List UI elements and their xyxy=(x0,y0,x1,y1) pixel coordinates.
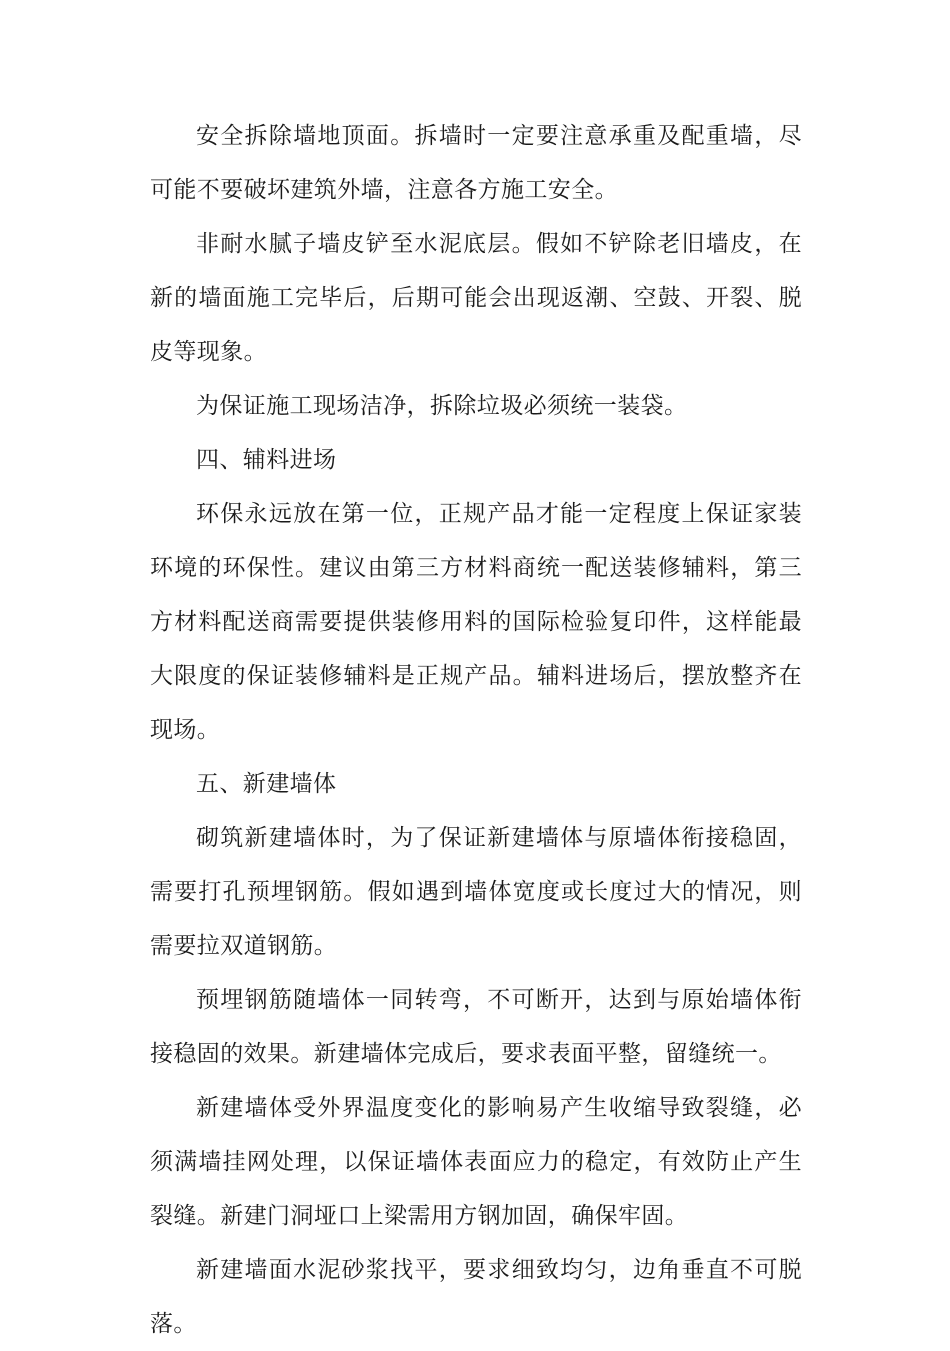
paragraph-crack-prevention: 新建墙体受外界温度变化的影响易产生收缩导致裂缝，必须满墙挂网处理，以保证墙体表面应力的稳定，有效防止产生裂缝。新建门洞垭口上梁需用方钢加固，确保牢固。 xyxy=(150,1095,802,1229)
paragraph-rebar-turning: 预埋钢筋随墙体一同转弯，不可断开，达到与原始墙体衔接稳固的效果。新建墙体完成后，要求表面平整，留缝统一。 xyxy=(150,987,802,1067)
section-heading-new-walls: 五、新建墙体 xyxy=(196,771,337,797)
paragraph-debris-bagging: 为保证施工现场洁净，拆除垃圾必须统一装袋。 xyxy=(196,393,688,419)
paragraph-mortar-leveling: 新建墙面水泥砂浆找平，要求细致均匀，边角垂直不可脱落。 xyxy=(150,1257,802,1337)
paragraph-rebar-anchoring: 砌筑新建墙体时，为了保证新建墙体与原墙体衔接稳固，需要打孔预埋钢筋。假如遇到墙体宽度或长度过大的情况，则需要拉双道钢筋。 xyxy=(150,825,802,959)
paragraph-wall-skin-removal: 非耐水腻子墙皮铲至水泥底层。假如不铲除老旧墙皮，在新的墙面施工完毕后，后期可能会出现返潮、空鼓、开裂、脱皮等现象。 xyxy=(150,231,802,365)
document-body xyxy=(150,109,802,1351)
paragraph-demolition-safety: 安全拆除墙地顶面。拆墙时一定要注意承重及配重墙，尽可能不要破坏建筑外墙，注意各方施工安全。 xyxy=(150,123,802,203)
paragraph-eco-materials: 环保永远放在第一位，正规产品才能一定程度上保证家装环境的环保性。建议由第三方材料商统一配送装修辅料，第三方材料配送商需要提供装修用料的国际检验复印件，这样能最大限度的保证装修辅料是正规产品。辅料进场后，摆放整齐在现场。 xyxy=(150,501,802,743)
section-heading-auxiliary-materials: 四、辅料进场 xyxy=(196,447,337,473)
